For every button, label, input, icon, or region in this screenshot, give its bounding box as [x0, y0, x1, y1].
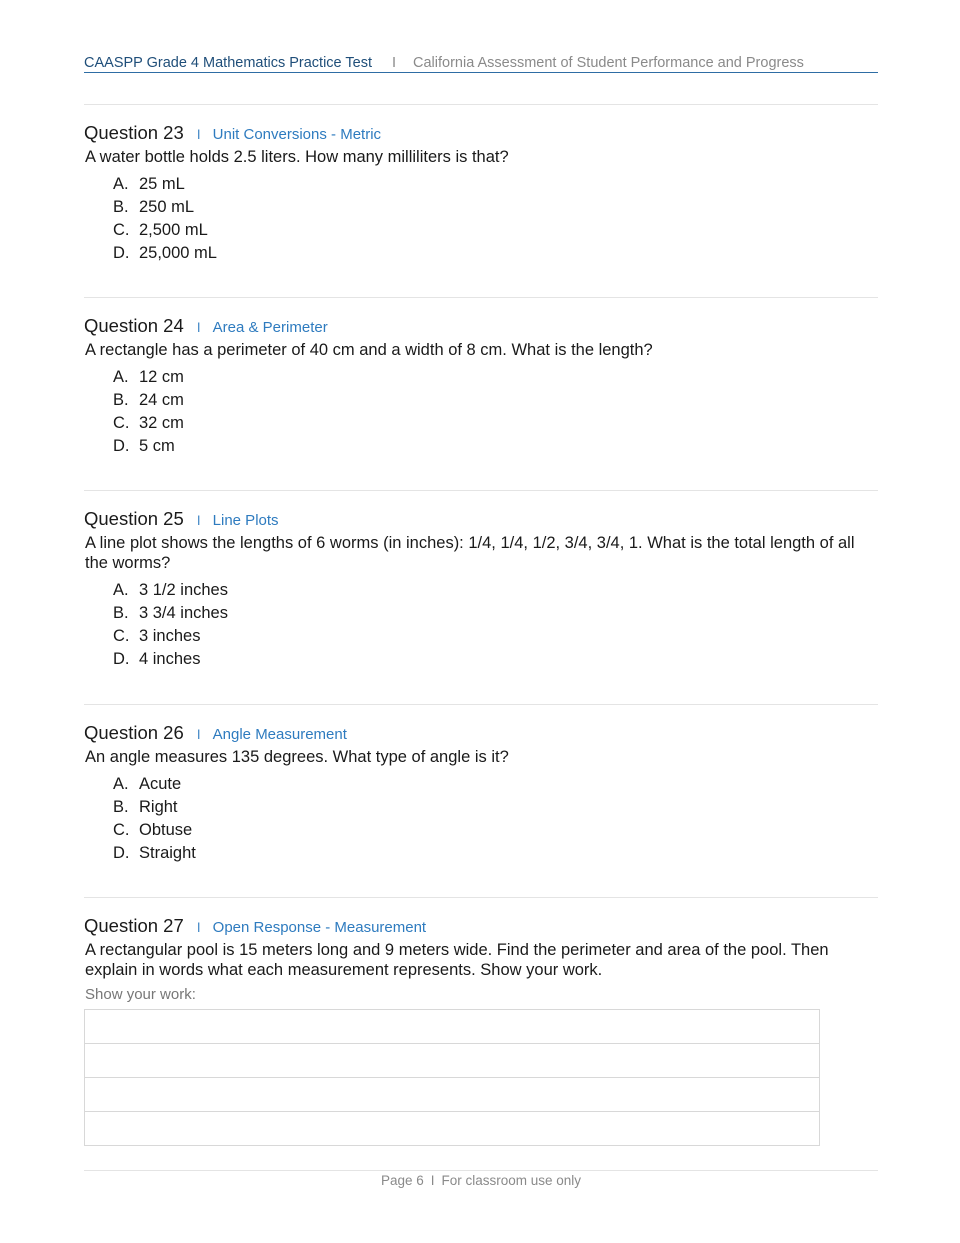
- option-text: 25 mL: [139, 175, 185, 193]
- option-letter: B.: [113, 198, 129, 216]
- header-separator: I: [391, 55, 397, 71]
- option-text: 4 inches: [139, 650, 201, 668]
- option-d[interactable]: [113, 435, 878, 458]
- option-text: 25,000 mL: [139, 244, 217, 262]
- option-d[interactable]: [113, 242, 878, 265]
- question-category: Unit Conversions - Metric: [212, 126, 382, 143]
- option-text: Right: [139, 798, 178, 816]
- question-number: Question 24: [84, 315, 184, 336]
- heading-separator: I: [196, 512, 201, 528]
- question-heading: [84, 315, 878, 337]
- answer-options: [113, 579, 878, 671]
- option-letter: B.: [113, 604, 129, 622]
- option-letter: D.: [113, 650, 130, 668]
- question-26: [84, 704, 878, 865]
- question-text: An angle measures 135 degrees. What type of angle is it?: [85, 748, 509, 766]
- question-category: Angle Measurement: [212, 726, 347, 743]
- question-number: Question 27: [84, 915, 184, 936]
- question-text: A rectangular pool is 15 meters long and 9 meters wide. Find the perimeter and area of the pool. Then explain in words what each measurement represents. Show your work.: [85, 941, 829, 979]
- page-footer: [84, 1170, 878, 1190]
- page-number: Page 6: [380, 1173, 424, 1188]
- option-c[interactable]: [113, 412, 878, 435]
- answer-options: [113, 773, 878, 865]
- work-line[interactable]: [85, 1043, 819, 1077]
- option-a[interactable]: [113, 579, 878, 602]
- option-text: 3 1/2 inches: [139, 581, 228, 599]
- work-line[interactable]: [85, 1010, 819, 1043]
- question-23: [84, 104, 878, 265]
- option-c[interactable]: [113, 219, 878, 242]
- heading-separator: I: [196, 126, 201, 142]
- option-letter: A.: [113, 775, 129, 793]
- question-27: [84, 897, 878, 1146]
- option-text: Straight: [139, 844, 196, 862]
- question-25: [84, 490, 878, 671]
- option-letter: A.: [113, 368, 129, 386]
- option-letter: C.: [113, 414, 130, 432]
- option-a[interactable]: [113, 173, 878, 196]
- answer-options: [113, 366, 878, 458]
- question-category: Line Plots: [212, 512, 279, 529]
- option-b[interactable]: [113, 196, 878, 219]
- question-text: A line plot shows the lengths of 6 worms (in inches): 1/4, 1/4, 1/2, 3/4, 3/4, 1. What is the total length of all the worms?: [85, 534, 855, 572]
- option-text: 3 inches: [139, 627, 201, 645]
- question-heading: [84, 122, 878, 144]
- footer-note: For classroom use only: [441, 1173, 582, 1188]
- option-letter: A.: [113, 581, 129, 599]
- question-heading: [84, 508, 878, 530]
- option-b[interactable]: [113, 389, 878, 412]
- question-number: Question 23: [84, 122, 184, 143]
- question-number: Question 26: [84, 722, 184, 743]
- option-letter: C.: [113, 221, 130, 239]
- option-d[interactable]: [113, 648, 878, 671]
- question-text: A rectangle has a perimeter of 40 cm and a width of 8 cm. What is the length?: [85, 341, 653, 359]
- option-text: 5 cm: [139, 437, 175, 455]
- question-24: [84, 297, 878, 458]
- question-number: Question 25: [84, 508, 184, 529]
- option-text: 2,500 mL: [139, 221, 208, 239]
- option-text: Acute: [139, 775, 182, 793]
- work-line[interactable]: [85, 1077, 819, 1111]
- option-b[interactable]: [113, 796, 878, 819]
- option-a[interactable]: [113, 366, 878, 389]
- option-letter: D.: [113, 244, 130, 262]
- option-b[interactable]: [113, 602, 878, 625]
- question-heading: [84, 915, 878, 937]
- page-header: [84, 54, 878, 73]
- question-category: Open Response - Measurement: [212, 919, 427, 936]
- answer-options: [113, 173, 878, 265]
- option-letter: A.: [113, 175, 129, 193]
- option-text: 12 cm: [139, 368, 184, 386]
- option-letter: D.: [113, 844, 130, 862]
- work-area[interactable]: [84, 1009, 820, 1146]
- heading-separator: I: [196, 319, 201, 335]
- heading-separator: I: [196, 726, 201, 742]
- option-c[interactable]: [113, 819, 878, 842]
- option-c[interactable]: [113, 625, 878, 648]
- option-text: 32 cm: [139, 414, 184, 432]
- work-label: Show your work:: [85, 986, 196, 1003]
- option-text: 24 cm: [139, 391, 184, 409]
- document-title: CAASPP Grade 4 Mathematics Practice Test: [84, 55, 372, 71]
- option-d[interactable]: [113, 842, 878, 865]
- option-text: 3 3/4 inches: [139, 604, 228, 622]
- option-text: 250 mL: [139, 198, 195, 216]
- option-letter: D.: [113, 437, 130, 455]
- question-text: A water bottle holds 2.5 liters. How many milliliters is that?: [85, 148, 509, 166]
- option-letter: C.: [113, 821, 130, 839]
- option-text: Obtuse: [139, 821, 193, 839]
- question-category: Area & Perimeter: [212, 319, 328, 336]
- option-letter: C.: [113, 627, 130, 645]
- heading-separator: I: [196, 919, 201, 935]
- option-a[interactable]: [113, 773, 878, 796]
- option-letter: B.: [113, 391, 129, 409]
- organization-name: California Assessment of Student Performance and Progress: [413, 55, 804, 71]
- footer-separator: I: [430, 1173, 435, 1188]
- work-line[interactable]: [85, 1111, 819, 1145]
- option-letter: B.: [113, 798, 129, 816]
- question-heading: [84, 722, 878, 744]
